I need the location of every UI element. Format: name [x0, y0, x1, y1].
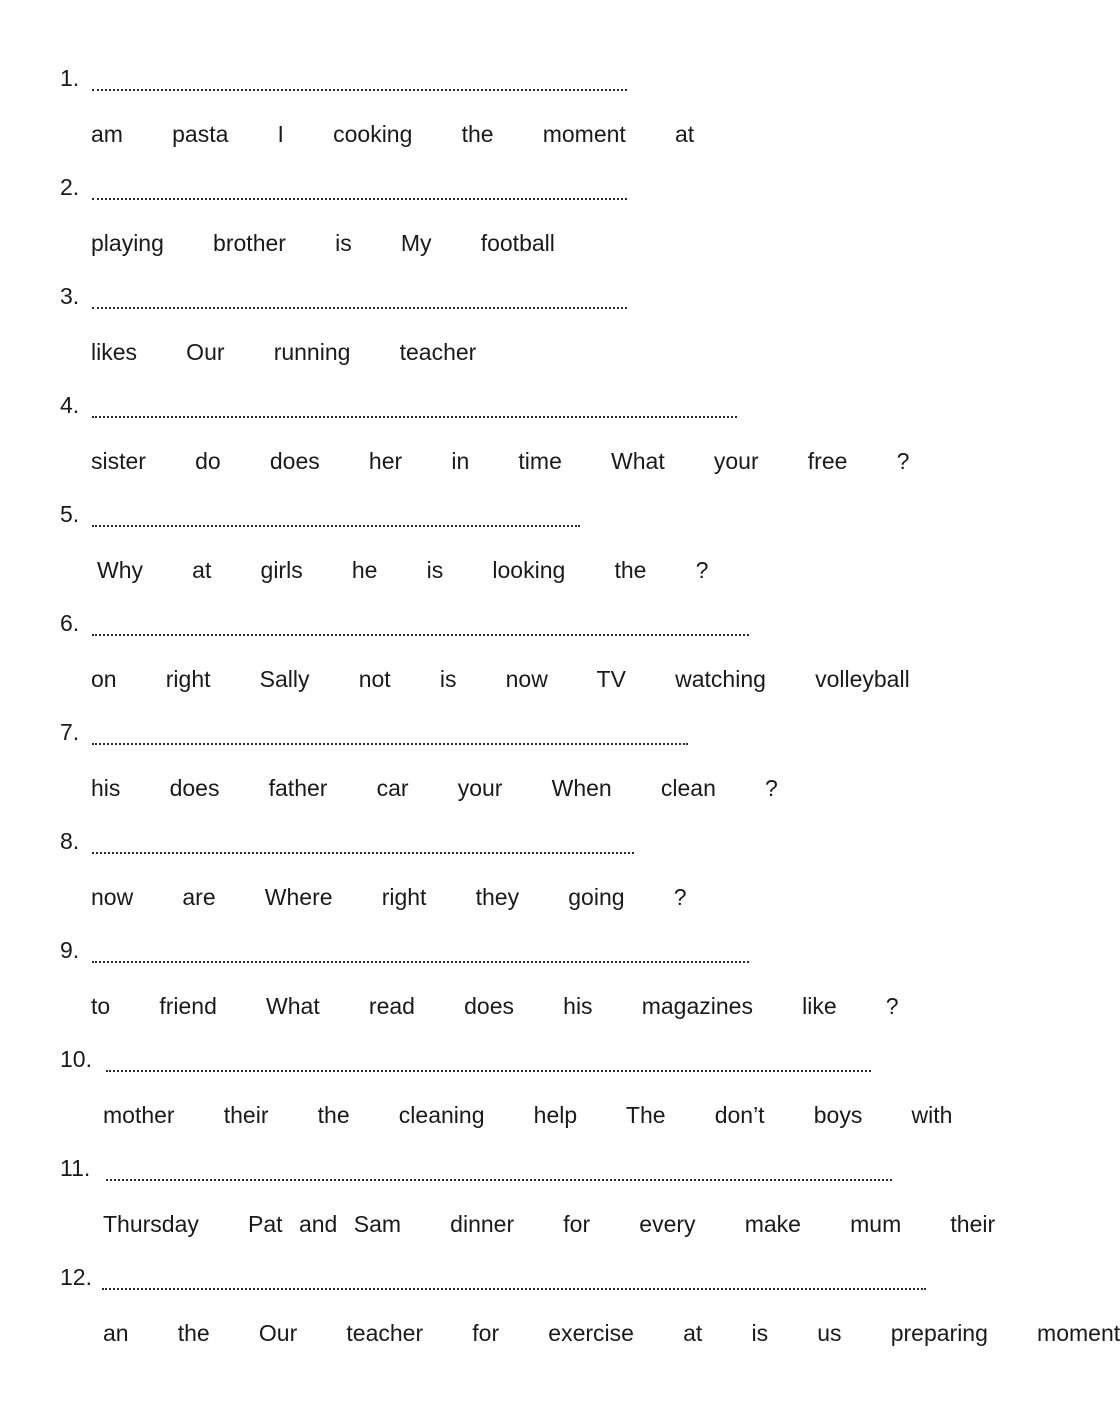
item-number: 5.	[60, 501, 80, 527]
item-number: 2.	[60, 174, 80, 200]
item-number: 7.	[60, 719, 80, 745]
scrambled-words: playing brother is My football	[91, 230, 555, 256]
item-number: 8.	[60, 828, 80, 854]
answer-line[interactable]	[60, 1262, 926, 1292]
scrambled-words: mother their the cleaning help The don’t boys with	[103, 1102, 953, 1128]
item-number: 11.	[60, 1155, 91, 1181]
scrambled-words: an the Our teacher for exercise at is us preparing moment	[103, 1320, 1120, 1346]
list-item	[0, 717, 1000, 826]
answer-blank[interactable]	[92, 285, 627, 309]
list-item	[0, 281, 1000, 390]
list-item	[0, 172, 1000, 281]
list-item	[0, 499, 1000, 608]
item-number: 12.	[60, 1264, 92, 1290]
answer-blank[interactable]	[102, 1266, 926, 1290]
scrambled-words: sister do does her in time What your free ?	[91, 448, 910, 474]
answer-line[interactable]	[60, 499, 580, 529]
answer-blank[interactable]	[92, 721, 688, 745]
list-item	[0, 1262, 1120, 1371]
answer-blank[interactable]	[92, 830, 634, 854]
list-item	[0, 935, 1000, 1044]
answer-blank[interactable]	[92, 176, 627, 200]
item-number: 1.	[60, 65, 80, 91]
answer-line[interactable]	[60, 390, 737, 420]
scrambled-words: on right Sally not is now TV watching volleyball	[91, 666, 910, 692]
scrambled-words: am pasta I cooking the moment at	[91, 121, 695, 147]
answer-blank[interactable]	[92, 939, 749, 963]
answer-line[interactable]	[60, 826, 634, 856]
scrambled-words: Why at girls he is looking the ?	[97, 557, 709, 583]
list-item	[0, 608, 1000, 717]
answer-line[interactable]	[60, 281, 627, 311]
scrambled-words: his does father car your When clean ?	[91, 775, 778, 801]
answer-line[interactable]	[60, 1153, 892, 1183]
answer-line[interactable]	[60, 172, 627, 202]
item-number: 6.	[60, 610, 80, 636]
scrambled-words: likes Our running teacher	[91, 339, 477, 365]
answer-line[interactable]	[60, 63, 627, 93]
list-item	[0, 390, 1000, 499]
answer-blank[interactable]	[92, 394, 737, 418]
item-number: 10.	[60, 1046, 92, 1072]
answer-line[interactable]	[60, 717, 688, 747]
answer-line[interactable]	[60, 608, 749, 638]
answer-blank[interactable]	[106, 1048, 871, 1072]
answer-blank[interactable]	[92, 612, 749, 636]
scrambled-words: Thursday Pat and Sam dinner for every make mum their	[103, 1211, 996, 1237]
list-item	[0, 63, 1000, 172]
list-item	[0, 1044, 1000, 1153]
scrambled-words: now are Where right they going ?	[91, 884, 687, 910]
item-number: 4.	[60, 392, 80, 418]
item-number: 3.	[60, 283, 80, 309]
list-item	[0, 826, 1000, 935]
scrambled-words: to friend What read does his magazines like ?	[91, 993, 899, 1019]
answer-line[interactable]	[60, 935, 749, 965]
answer-blank[interactable]	[92, 67, 627, 91]
item-number: 9.	[60, 937, 80, 963]
answer-line[interactable]	[60, 1044, 871, 1074]
list-item	[0, 1153, 1000, 1262]
answer-blank[interactable]	[106, 1157, 892, 1181]
answer-blank[interactable]	[92, 503, 580, 527]
